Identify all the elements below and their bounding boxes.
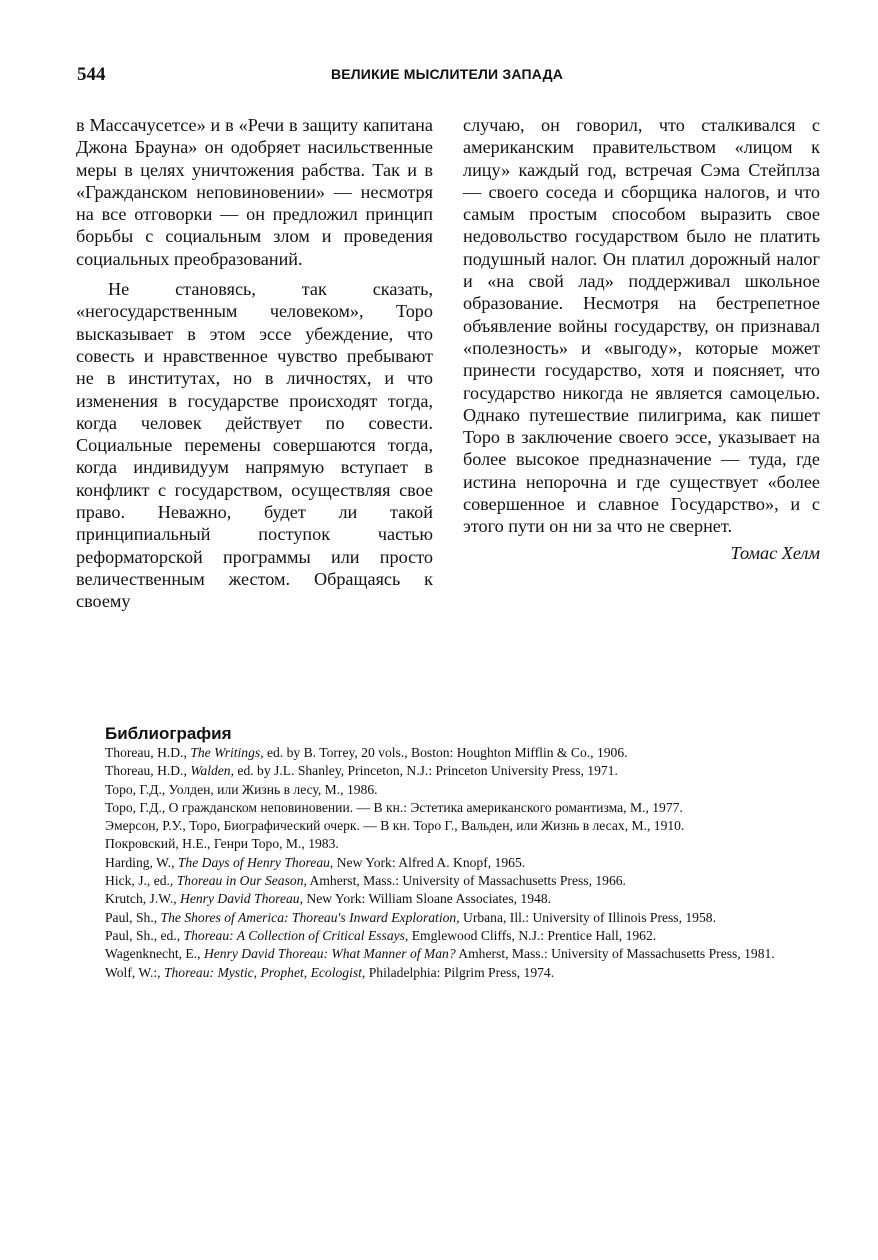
bibliography-entry: Торо, Г.Д., О гражданском неповиновении. — В кн.: Эстетика американского романтизма, М., 1977. [105, 799, 683, 815]
bibliography-entry: Wolf, W.:, Thoreau: Mystic, Prophet, Ecologist, Philadelphia: Pilgrim Press, 1974. [105, 964, 555, 980]
bibliography-entry: Paul, Sh., The Shores of America: Thoreau's Inward Exploration, Urbana, Ill.: University of Illinois Press, 1958. [105, 909, 716, 925]
bibliography-entry: Thoreau, H.D., The Writings, ed. by B. Torrey, 20 vols., Boston: Houghton Mifflin & Co., 1906. [105, 745, 628, 760]
right-column [463, 114, 820, 564]
article-author: Томас Хелм [730, 542, 820, 563]
bibliography-entry: Paul, Sh., ed., Thoreau: A Collection of Critical Essays, Emglewood Cliffs, N.J.: Prentice Hall, 1962. [105, 927, 657, 943]
bibliography-entry: Hick, J., ed., Thoreau in Our Season, Amherst, Mass.: University of Massachusetts Press, 1966. [105, 873, 626, 889]
page-header [77, 64, 817, 88]
bibliography [76, 724, 818, 983]
left-column [76, 114, 433, 613]
bibliography-entry: Wagenknecht, E., Henry David Thoreau: What Manner of Man? Amherst, Mass.: University of Massachusetts Press, 1981. [105, 946, 775, 962]
page-number: 544 [77, 64, 106, 85]
left-paragraph-2: Не становясь, так сказать, «негосударственным человеком», Торо высказывает в этом эссе убеждение, что совесть и нравственное чувство пребывают не в институтах, но в личностях, и что изменения в государстве происходят тогда, когда человек действует по совести. Социальные перемены совершаются тогда, когда индивидуум напрямую вступает в конфликт с государством, осуществляя свое право. Неважно, будет ли такой принципиальный поступок частью реформаторской программы или просто величественным жестом. Обращаясь к своему [76, 279, 433, 612]
bibliography-entry: Krutch, J.W., Henry David Thoreau, New York: William Sloane Associates, 1948. [105, 891, 552, 907]
bibliography-list [76, 745, 818, 981]
right-paragraph-1: случаю, он говорил, что сталкивался с американским правительством «лицом к лицу» каждый год, встречая Сэма Стейплза — своего соседа и сборщика налогов, и что самым простым способом выразить свое недовольство государством было не платить подушный налог. Он платил дорожный налог и «на свой лад» поддерживал школьное образование. Несмотря на бестрепетное объявление войны государству, он признавал «полезность» и «выгоду», которые может принести государство, хотя и поясняет, что государство никогда не является самоцелью. Однако путешествие пилигрима, как пишет Торо в заключение своего эссе, указывает на более высокое предназначение — туда, где истина непорочна и где существует «более совершенное и славное Государство», и с этого пути он ни за что не свернет. [463, 115, 820, 537]
bibliography-entry: Покровский, Н.Е., Генри Торо, М., 1983. [105, 836, 339, 852]
bibliography-entry: Thoreau, H.D., Walden, ed. by J.L. Shanley, Princeton, N.J.: Princeton University Press, 1971. [105, 763, 618, 779]
left-paragraph-1: в Массачусетсе» и в «Речи в защиту капитана Джона Брауна» он одобряет насильственные меры в целях уничтожения рабства. Так и в «Гражданском неповиновении» — несмотря на все отговорки — он предложил принцип борьбы с социальным злом и проведения социальных преобразований. [76, 115, 433, 269]
bibliography-entry: Торо, Г.Д., Уолден, или Жизнь в лесу, М., 1986. [105, 781, 378, 797]
bibliography-entry: Эмерсон, Р.У., Торо, Биографический очерк. — В кн. Торо Г., Вальден, или Жизнь в лесах, М., 1910. [105, 818, 685, 834]
bibliography-title: Библиография [105, 724, 232, 743]
bibliography-entry: Harding, W., The Days of Henry Thoreau, New York: Alfred A. Knopf, 1965. [105, 854, 526, 870]
running-title: ВЕЛИКИЕ МЫСЛИТЕЛИ ЗАПАДА [330, 66, 564, 82]
